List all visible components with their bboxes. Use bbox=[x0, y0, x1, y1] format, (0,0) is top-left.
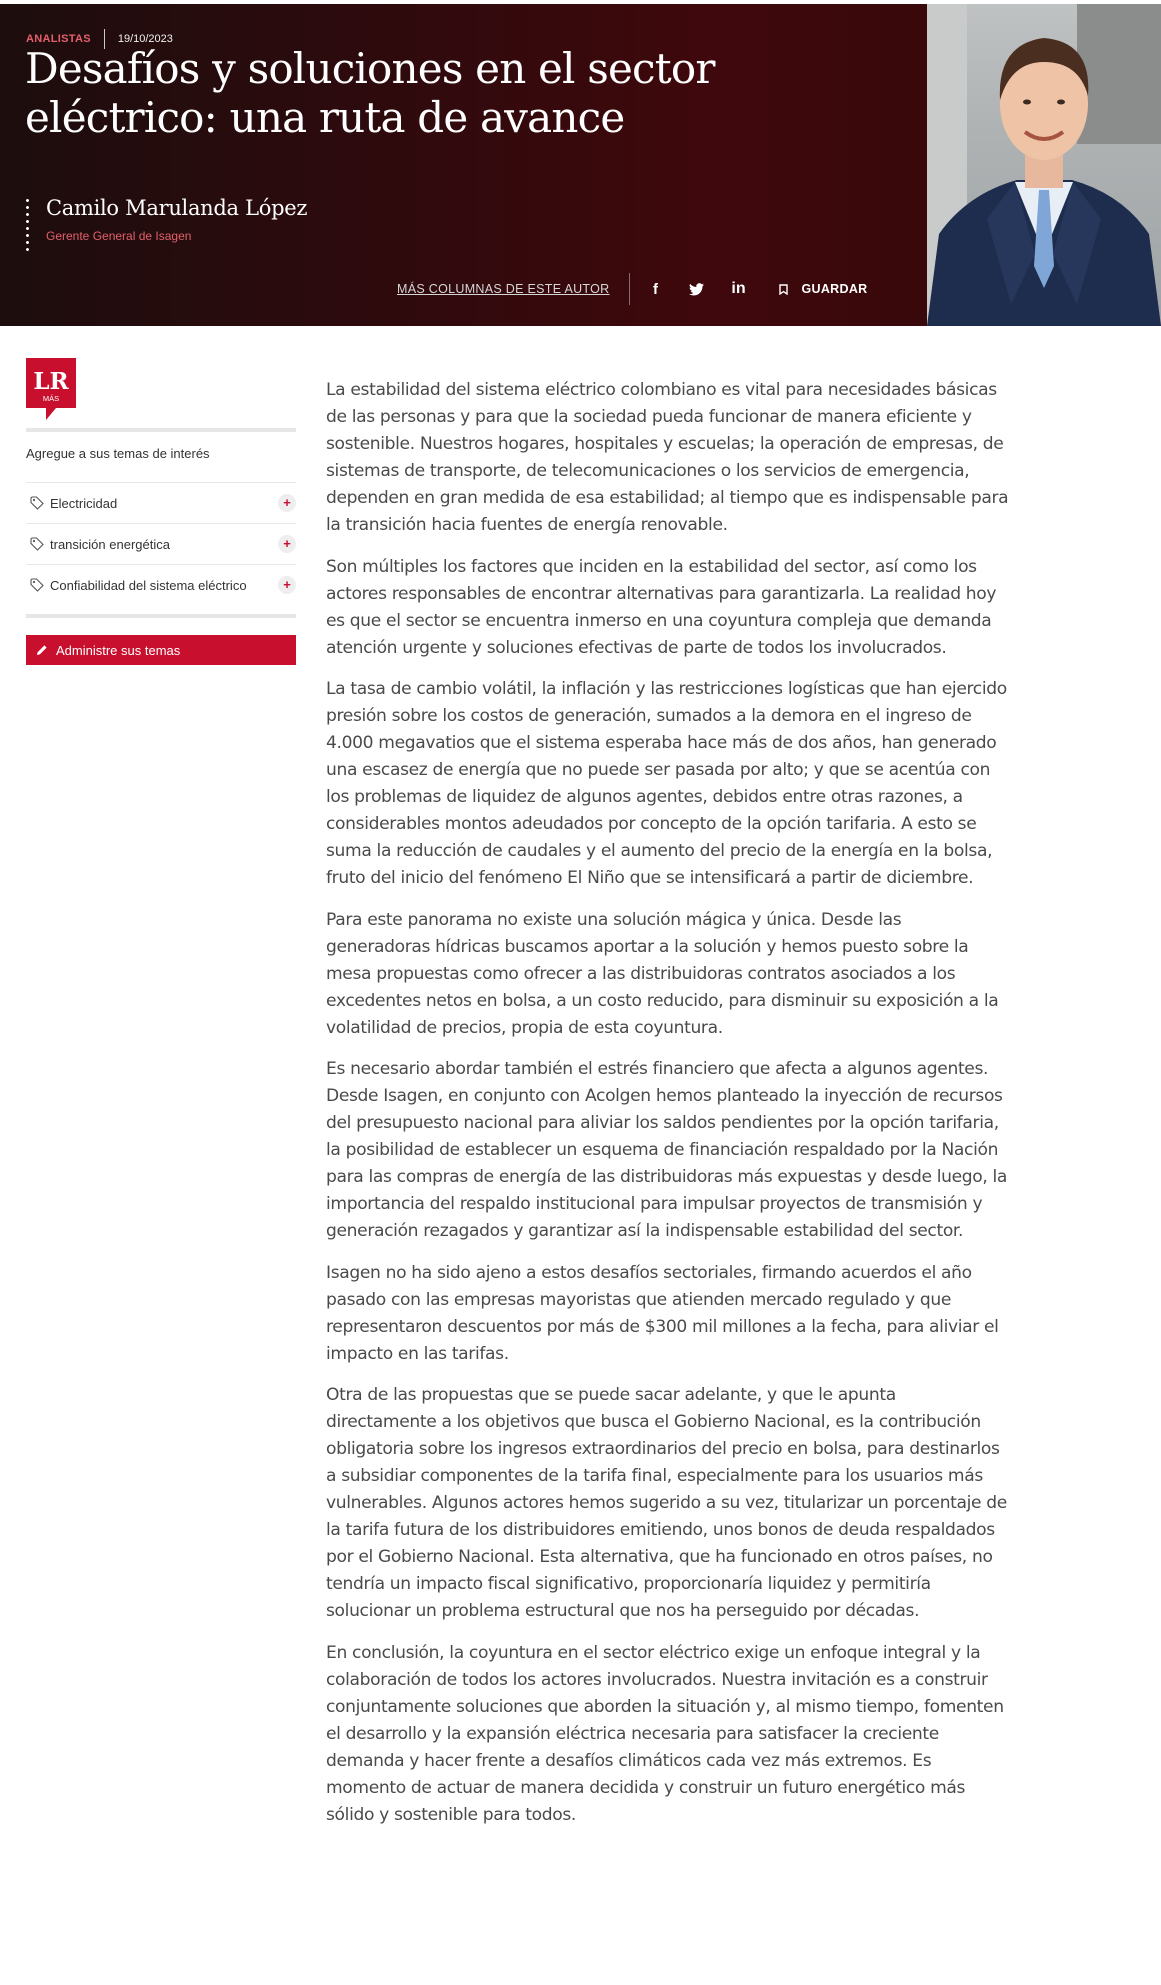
article-paragraph: Otra de las propuestas que se puede sacar adelante, y que le apunta directamente a los objetivos que busca el Gobierno Nacional, es la contribución obligatoria sobre los ingresos extraordinarios del precio en bolsa, para destinarlos a subsidiar componentes de la tarifa final, especialmente para los usuarios más vulnerables. Algunos actores hemos sugerido a su vez, titularizar un porcentaje de la tarifa futura de los distribuidores emitiendo, unos bonos de deuda respaldados por el Gobierno Nacional. Esta alternativa, que ha funcionado en otros países, no tendría un impacto fiscal significativo, proporcionaría liquidez y permitiría solucionar un problema estructural que nos ha perseguido por décadas. bbox=[326, 1385, 1007, 1621]
tag-icon bbox=[30, 578, 44, 592]
section-tag[interactable]: ANALISTAS bbox=[26, 33, 91, 45]
article-paragraph: Es necesario abordar también el estrés financiero que afecta a algunos agentes. Desde Isagen, en conjunto con Acolgen hemos planteado la inyección de recursos del presupuesto nacional para aliviar los saldos pendientes por la opción tarifaria, la posibilidad de establecer un esquema de financiación respaldado por la Nación para las compras de energía de las distribuidoras más expuestas y desde luego, la importancia del respaldo institucional para impulsar proyectos de transmisión y generación rezagados y garantizar así la indispensable estabilidad del sector. bbox=[326, 1059, 1008, 1241]
add-topic-button[interactable]: + bbox=[278, 576, 296, 594]
manage-topics-button[interactable] bbox=[26, 635, 296, 665]
manage-topics-label: Administre sus temas bbox=[56, 642, 181, 658]
sidebar-bottom-rule bbox=[26, 614, 296, 618]
article-paragraph: Para este panorama no existe una solución mágica y única. Desde las generadoras hídricas buscamos aportar a la solución y hemos puesto sobre la mesa propuestas como ofrecer a las distribuidoras contratos asociados a los excedentes netos en bolsa, a un costo reducido, para disminuir su exposición a la volatilidad de precios, propia de esta coyuntura. bbox=[326, 909, 999, 1038]
article-body bbox=[326, 377, 1010, 1843]
add-topic-button[interactable]: + bbox=[278, 494, 296, 512]
article-paragraph: En conclusión, la coyuntura en el sector eléctrico exige un enfoque integral y la colaboración de todos los actores involucrados. Nuestra invitación es a construir conjuntamente soluciones que aborden la situación y, al mismo tiempo, fomenten el desarrollo y la expansión eléctrica necesaria para satisfacer la creciente demanda y hacer frente a desafíos climáticos cada vez más extremos. Es momento de actuar de manera decidida y construir un futuro energético más sólido y sostenible para todos. bbox=[326, 1642, 1004, 1825]
save-button[interactable] bbox=[779, 282, 867, 296]
sidebar-top-rule bbox=[26, 428, 296, 432]
topic-row-electricidad[interactable] bbox=[26, 482, 296, 523]
author-name[interactable]: Camilo Marulanda López bbox=[46, 196, 308, 220]
article-header bbox=[0, 4, 1161, 326]
article-paragraph: Isagen no ha sido ajeno a estos desafíos sectoriales, firmando acuerdos el año pasado con las empresas mayoristas que atienden mercado regulado y que representaron descuentos por más de $300 mil millones a la fecha, para aliviar el impacto en las tarifas. bbox=[326, 1262, 999, 1364]
article-paragraph: La estabilidad del sistema eléctrico colombiano es vital para necesidades básicas de las personas y para que la sociedad pueda funcionar de manera eficiente y sostenible. Nuestros hogares, hospitales y escuelas; la operación de empresas, de sistemas de transporte, de telecomunicaciones o los servicios de emergencia, dependen en gran medida de esa estabilidad; al tiempo que es indispensable para la transición hacia fuentes de energía renovable. bbox=[326, 380, 1009, 535]
topic-label: transición energética bbox=[50, 536, 170, 552]
tag-icon bbox=[30, 537, 44, 551]
logo-subtext: MÁS bbox=[42, 394, 60, 403]
interest-title: Agregue a sus temas de interés bbox=[26, 446, 210, 461]
pencil-icon bbox=[36, 644, 48, 656]
more-columns-link[interactable]: MÁS COLUMNAS DE ESTE AUTOR bbox=[397, 282, 610, 296]
logo-text: LR bbox=[33, 368, 69, 395]
article-paragraph: La tasa de cambio volátil, la inflación y las restricciones logísticas que han ejercido presión sobre los costos de generación, sumados a la demora en el ingreso de 4.000 megavatios que el sistema esperaba hace más de dos años, han generado una escasez de energía que no puede ser pasada por alto; y que se acentúa con los problemas de liquidez de algunos agentes, debidos entre otras razones, a considerables montos adeudados por concepto de la opción tarifaria. A esto se suma la reducción de caudales y el aumento del precio de la energía en la bolsa, fruto del inicio del fenómeno El Niño que se intensificará a partir de diciembre. bbox=[326, 679, 1007, 888]
article-paragraph: Son múltiples los factores que inciden en la estabilidad del sector, así como los actores responsables de encontrar alternativas para garantizarla. La realidad hoy es que el sector se encuentra inmerso en una coyuntura compleja que demanda atención urgente y soluciones efectivas de parte de todos los involucrados. bbox=[326, 556, 997, 658]
add-topic-button[interactable]: + bbox=[278, 535, 296, 553]
facebook-icon[interactable]: f bbox=[652, 280, 658, 298]
topic-row-confiabilidad[interactable] bbox=[26, 564, 296, 605]
bookmark-icon bbox=[779, 284, 788, 295]
author-role: Gerente General de Isagen bbox=[46, 229, 192, 243]
actions-divider bbox=[629, 273, 630, 305]
linkedin-icon[interactable]: in bbox=[731, 280, 746, 297]
author-photo bbox=[927, 4, 1161, 326]
save-label: GUARDAR bbox=[801, 282, 868, 296]
tag-icon bbox=[30, 496, 44, 510]
article-actions bbox=[397, 272, 867, 306]
author-dots-decoration bbox=[26, 197, 29, 251]
topic-label: Electricidad bbox=[50, 495, 118, 511]
topic-row-transicion-energetica[interactable] bbox=[26, 523, 296, 564]
page-title: Desafíos y soluciones en el sector eléctrico: una ruta de avance bbox=[25, 44, 715, 142]
publish-date: 19/10/2023 bbox=[117, 33, 173, 45]
twitter-icon[interactable] bbox=[687, 283, 705, 296]
lr-mas-logo[interactable] bbox=[26, 358, 76, 420]
topic-label: Confiabilidad del sistema eléctrico bbox=[50, 577, 247, 593]
